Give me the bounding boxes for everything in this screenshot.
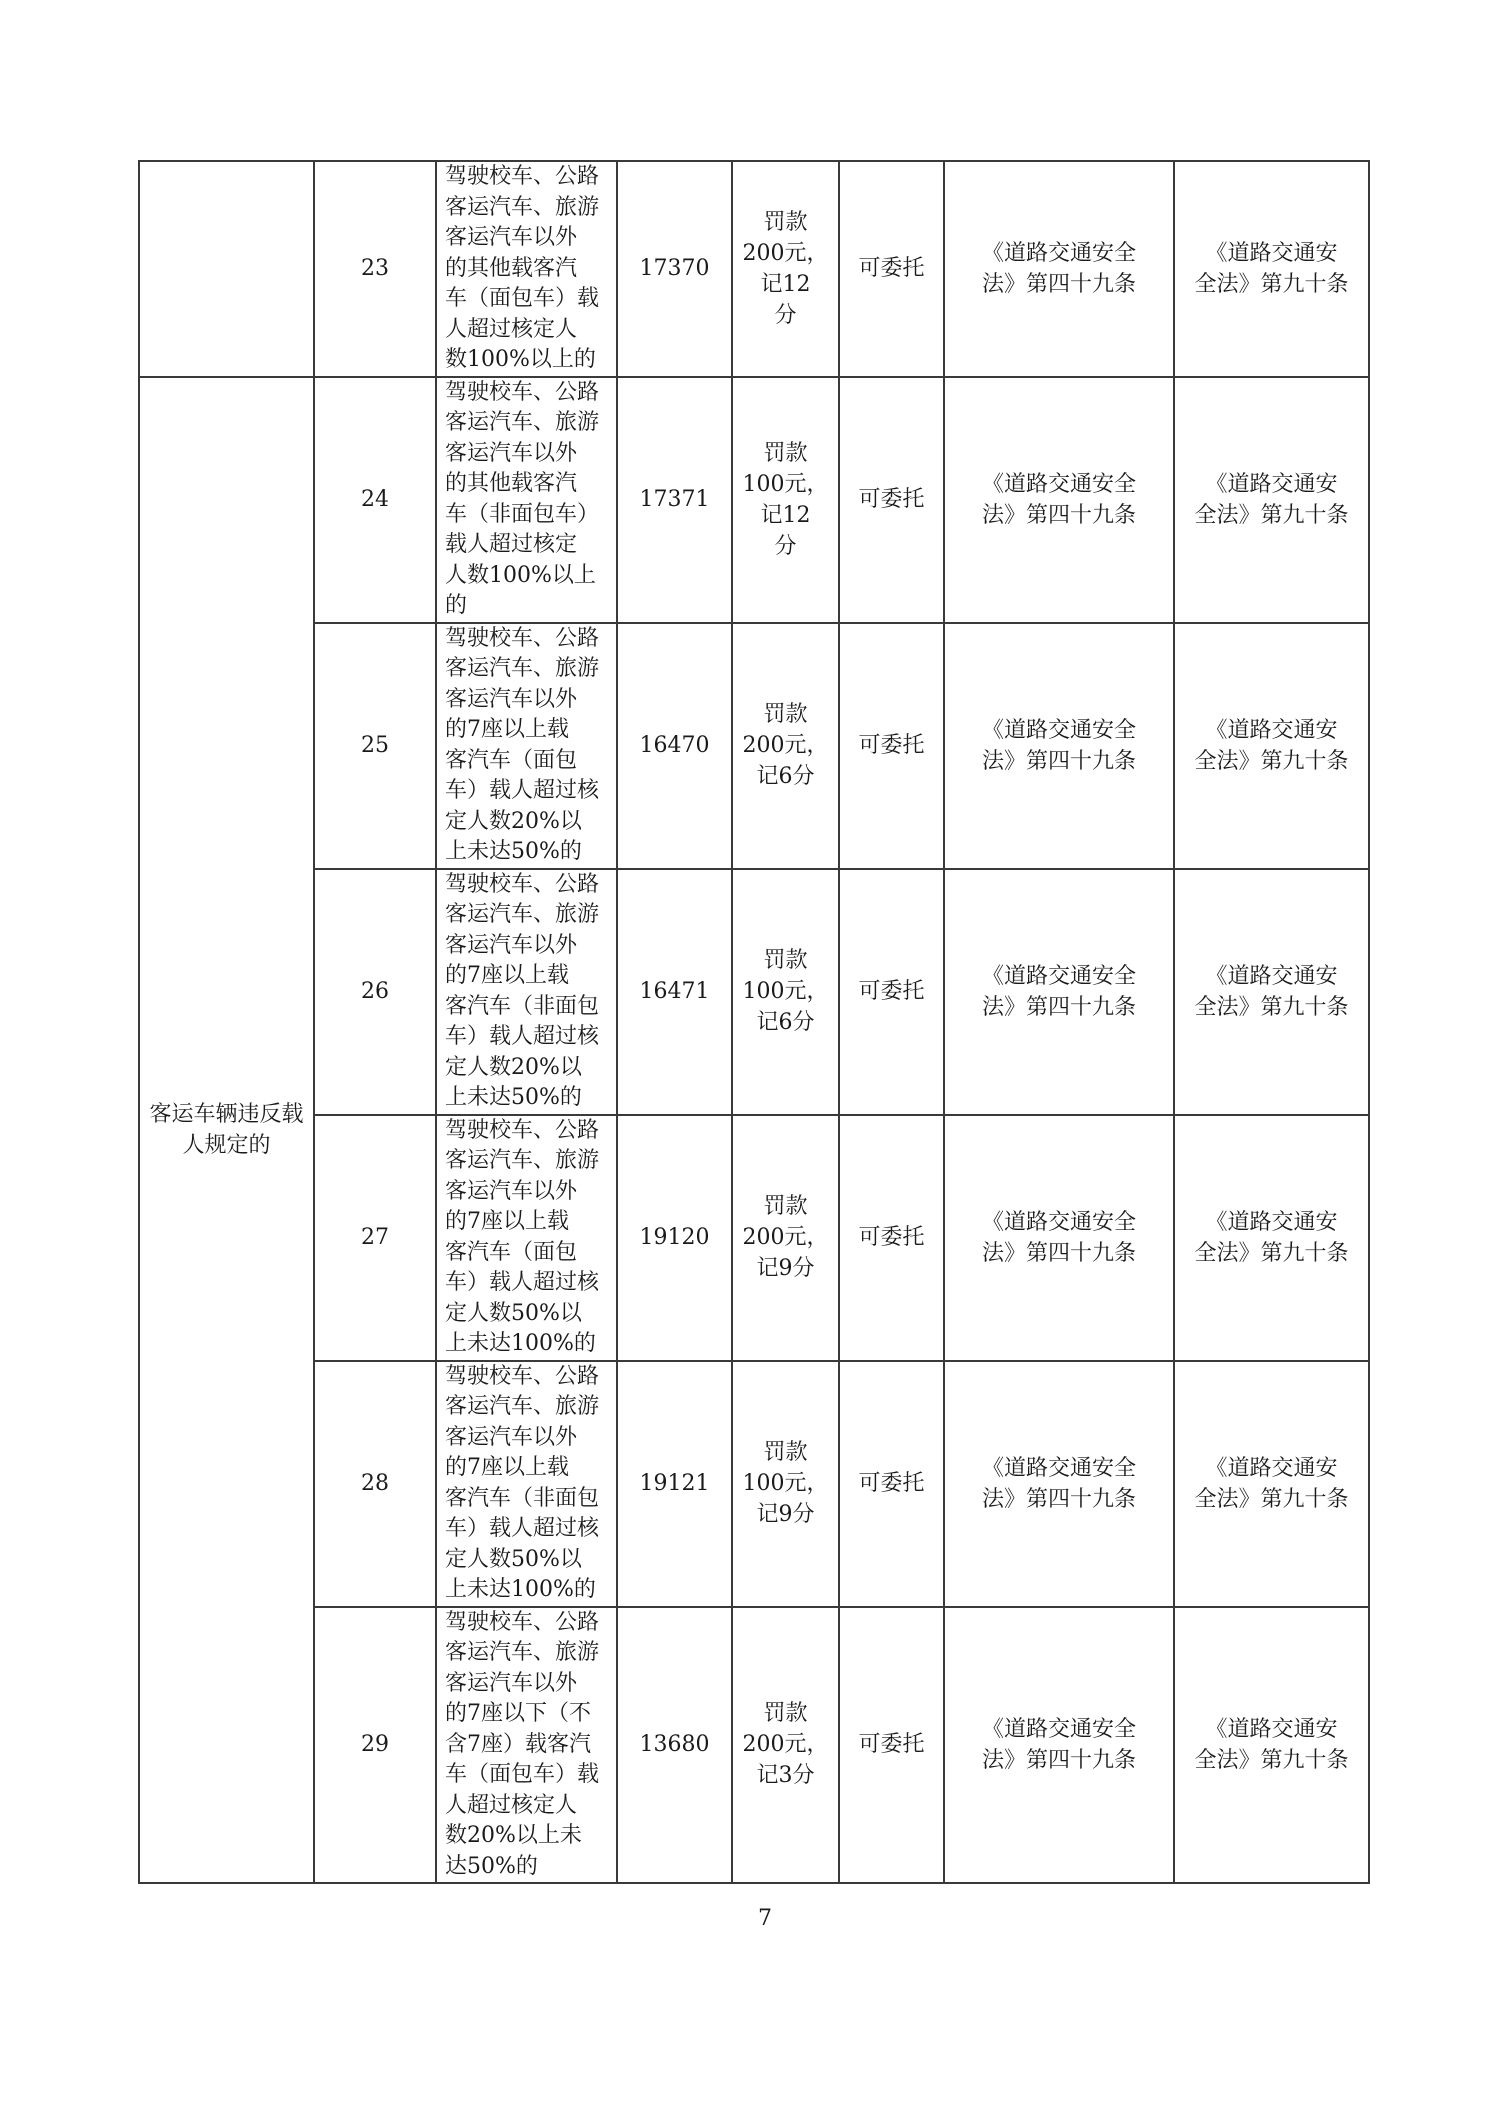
delegation: 可委托	[839, 1607, 944, 1884]
text-line: 车）载人超过核	[445, 778, 600, 803]
text-line: 客运汽车、旅游	[445, 410, 600, 435]
penalty-basis	[1174, 161, 1369, 377]
text-line: 客运汽车、旅游	[445, 1394, 600, 1419]
text-line: 《道路交通安全	[981, 717, 1136, 743]
text-line: 定人数20%以	[445, 808, 582, 834]
text-line: 客运汽车、旅游	[445, 656, 600, 681]
row-number: 27	[314, 1115, 436, 1361]
text-line: 客运汽车以外	[445, 1178, 578, 1204]
violation-description	[436, 869, 617, 1115]
text-line: 记9分	[756, 1256, 815, 1281]
category-cell-empty	[139, 161, 314, 377]
text-line: 的其他载客汽	[445, 471, 578, 496]
text-line: 《道路交通安	[1205, 717, 1338, 743]
violation-code: 17370	[617, 161, 732, 377]
text-line: 法》第四十九条	[981, 994, 1136, 1020]
text-line: 记12	[760, 502, 811, 528]
text-line: 车（非面包车）	[445, 501, 600, 527]
text-line: 人超过核定人	[445, 316, 578, 342]
violation-code: 19120	[617, 1115, 732, 1361]
text-line: 客运汽车以外	[445, 440, 578, 466]
text-line: 《道路交通安全	[981, 240, 1136, 266]
violation-basis	[944, 869, 1174, 1115]
violation-description	[436, 1361, 617, 1607]
text-line: 分	[774, 533, 797, 559]
text-line: 全法》第九十条	[1194, 271, 1349, 297]
penalty	[732, 1607, 839, 1884]
delegation: 可委托	[839, 1361, 944, 1607]
row-number: 29	[314, 1607, 436, 1884]
category-label: 客运车辆违反载人规定的	[149, 1101, 304, 1158]
text-line: 200元，	[742, 1732, 829, 1758]
text-line: 定人数50%以	[445, 1546, 582, 1572]
violation-description	[436, 1115, 617, 1361]
delegation: 可委托	[839, 623, 944, 869]
table-row	[139, 1115, 1369, 1361]
text-line: 《道路交通安全	[981, 1455, 1136, 1481]
violation-code: 19121	[617, 1361, 732, 1607]
text-line: 客运汽车以外	[445, 225, 578, 250]
row-number: 25	[314, 623, 436, 869]
text-line: 《道路交通安	[1205, 1716, 1338, 1742]
text-line: 的7座以上载	[445, 1455, 569, 1480]
text-line: 人数100%以上	[445, 562, 596, 588]
text-line: 驾驶校车、公路	[445, 164, 600, 189]
text-line: 定人数20%以	[445, 1054, 582, 1080]
text-line: 全法》第九十条	[1194, 1486, 1349, 1512]
text-line: 车（面包车）载	[445, 1762, 600, 1787]
text-line: 车）载人超过核	[445, 1516, 600, 1541]
text-line: 客运汽车以外	[445, 932, 578, 958]
text-line: 驾驶校车、公路	[445, 379, 600, 405]
violation-basis	[944, 1361, 1174, 1607]
text-line: 的7座以下（不	[445, 1701, 591, 1726]
text-line: 客运汽车、旅游	[445, 1148, 600, 1173]
table-row	[139, 1361, 1369, 1607]
text-line: 上未达50%的	[445, 839, 582, 864]
text-line: 数100%以上的	[445, 347, 596, 372]
text-line: 法》第四十九条	[981, 502, 1136, 528]
violation-code: 16471	[617, 869, 732, 1115]
text-line: 100元，	[742, 1471, 829, 1496]
table-row	[139, 161, 1369, 377]
text-line: 记3分	[756, 1763, 815, 1789]
violation-basis	[944, 161, 1174, 377]
text-line: 客汽车（非面包	[445, 1485, 600, 1511]
text-line: 客汽车（非面包	[445, 993, 600, 1019]
penalty-basis	[1174, 1115, 1369, 1361]
text-line: 上未达100%的	[445, 1577, 596, 1602]
text-line: 客运汽车以外	[445, 1424, 578, 1450]
penalty	[732, 161, 839, 377]
text-line: 《道路交通安全	[981, 1209, 1136, 1235]
text-line: 车）载人超过核	[445, 1024, 600, 1049]
text-line: 《道路交通安	[1205, 1209, 1338, 1235]
text-line: 的其他载客汽	[445, 255, 578, 281]
text-line: 《道路交通安	[1205, 471, 1338, 497]
text-line: 罚款	[763, 1194, 808, 1219]
violation-basis	[944, 623, 1174, 869]
text-line: 驾驶校车、公路	[445, 1609, 600, 1635]
delegation: 可委托	[839, 161, 944, 377]
text-line: 法》第四十九条	[981, 1747, 1136, 1773]
text-line: 车）载人超过核	[445, 1270, 600, 1295]
text-line: 全法》第九十条	[1194, 994, 1349, 1020]
text-line: 全法》第九十条	[1194, 1240, 1349, 1266]
text-line: 记12	[760, 271, 811, 297]
text-line: 罚款	[763, 440, 808, 466]
category-cell	[139, 377, 314, 1884]
violation-basis	[944, 1607, 1174, 1884]
delegation: 可委托	[839, 869, 944, 1115]
penalty	[732, 377, 839, 623]
violation-code: 16470	[617, 623, 732, 869]
text-line: 200元，	[742, 733, 829, 758]
text-line: 记6分	[756, 1010, 815, 1035]
text-line: 罚款	[763, 948, 808, 973]
regulation-table	[138, 160, 1370, 1884]
page-number: 7	[758, 1906, 772, 1931]
text-line: 罚款	[763, 1440, 808, 1465]
text-line: 法》第四十九条	[981, 271, 1136, 297]
penalty	[732, 623, 839, 869]
row-number: 26	[314, 869, 436, 1115]
text-line: 罚款	[763, 1701, 808, 1727]
table-row	[139, 1607, 1369, 1884]
text-line: 《道路交通安	[1205, 1455, 1338, 1481]
text-line: 达50%的	[445, 1853, 538, 1879]
violation-description	[436, 623, 617, 869]
text-line: 客汽车（面包	[445, 1239, 578, 1265]
violation-code: 13680	[617, 1607, 732, 1884]
text-line: 分	[774, 302, 797, 328]
text-line: 全法》第九十条	[1194, 1747, 1349, 1773]
text-line: 驾驶校车、公路	[445, 1117, 600, 1143]
text-line: 100元，	[742, 471, 829, 497]
penalty-basis	[1174, 623, 1369, 869]
violation-description	[436, 377, 617, 623]
text-line: 200元，	[742, 240, 829, 266]
violation-basis	[944, 377, 1174, 623]
text-line: 客运汽车、旅游	[445, 902, 600, 927]
text-line: 客运汽车以外	[445, 686, 578, 712]
text-line: 的	[445, 593, 468, 618]
penalty	[732, 1361, 839, 1607]
text-line: 法》第四十九条	[981, 1486, 1136, 1512]
penalty	[732, 869, 839, 1115]
text-line: 全法》第九十条	[1194, 502, 1349, 528]
text-line: 记9分	[756, 1502, 815, 1527]
table-row	[139, 623, 1369, 869]
text-line: 记6分	[756, 764, 815, 789]
text-line: 《道路交通安全	[981, 1716, 1136, 1742]
text-line: 全法》第九十条	[1194, 748, 1349, 774]
delegation: 可委托	[839, 377, 944, 623]
violation-code: 17371	[617, 377, 732, 623]
row-number: 24	[314, 377, 436, 623]
text-line: 车（面包车）载	[445, 286, 600, 311]
row-number: 23	[314, 161, 436, 377]
text-line: 的7座以上载	[445, 963, 569, 988]
text-line: 客运汽车、旅游	[445, 194, 600, 220]
text-line: 数20%以上未	[445, 1823, 582, 1848]
delegation: 可委托	[839, 1115, 944, 1361]
table-row	[139, 869, 1369, 1115]
table-row	[139, 377, 1369, 623]
text-line: 定人数50%以	[445, 1300, 582, 1326]
text-line: 法》第四十九条	[981, 748, 1136, 774]
text-line: 驾驶校车、公路	[445, 625, 600, 651]
text-line: 的7座以上载	[445, 717, 569, 742]
text-line: 上未达100%的	[445, 1331, 596, 1356]
penalty-basis	[1174, 377, 1369, 623]
text-line: 载人超过核定	[445, 532, 578, 557]
text-line: 100元，	[742, 979, 829, 1004]
penalty-basis	[1174, 869, 1369, 1115]
text-line: 客运汽车以外	[445, 1670, 578, 1696]
text-line: 罚款	[763, 209, 808, 235]
text-line: 罚款	[763, 702, 808, 727]
text-line: 客汽车（面包	[445, 747, 578, 773]
text-line: 客运汽车、旅游	[445, 1640, 600, 1665]
text-line: 法》第四十九条	[981, 1240, 1136, 1266]
text-line: 《道路交通安	[1205, 963, 1338, 989]
text-line: 200元，	[742, 1225, 829, 1250]
text-line: 人超过核定人	[445, 1792, 578, 1818]
text-line: 《道路交通安全	[981, 471, 1136, 497]
text-line: 的7座以上载	[445, 1209, 569, 1234]
text-line: 《道路交通安	[1205, 240, 1338, 266]
text-line: 上未达50%的	[445, 1085, 582, 1110]
row-number: 28	[314, 1361, 436, 1607]
violation-description	[436, 1607, 617, 1884]
text-line: 驾驶校车、公路	[445, 1363, 600, 1389]
violation-description	[436, 161, 617, 377]
text-line: 含7座）载客汽	[445, 1731, 591, 1757]
penalty-basis	[1174, 1361, 1369, 1607]
penalty-basis	[1174, 1607, 1369, 1884]
penalty	[732, 1115, 839, 1361]
text-line: 《道路交通安全	[981, 963, 1136, 989]
violation-basis	[944, 1115, 1174, 1361]
text-line: 驾驶校车、公路	[445, 871, 600, 897]
